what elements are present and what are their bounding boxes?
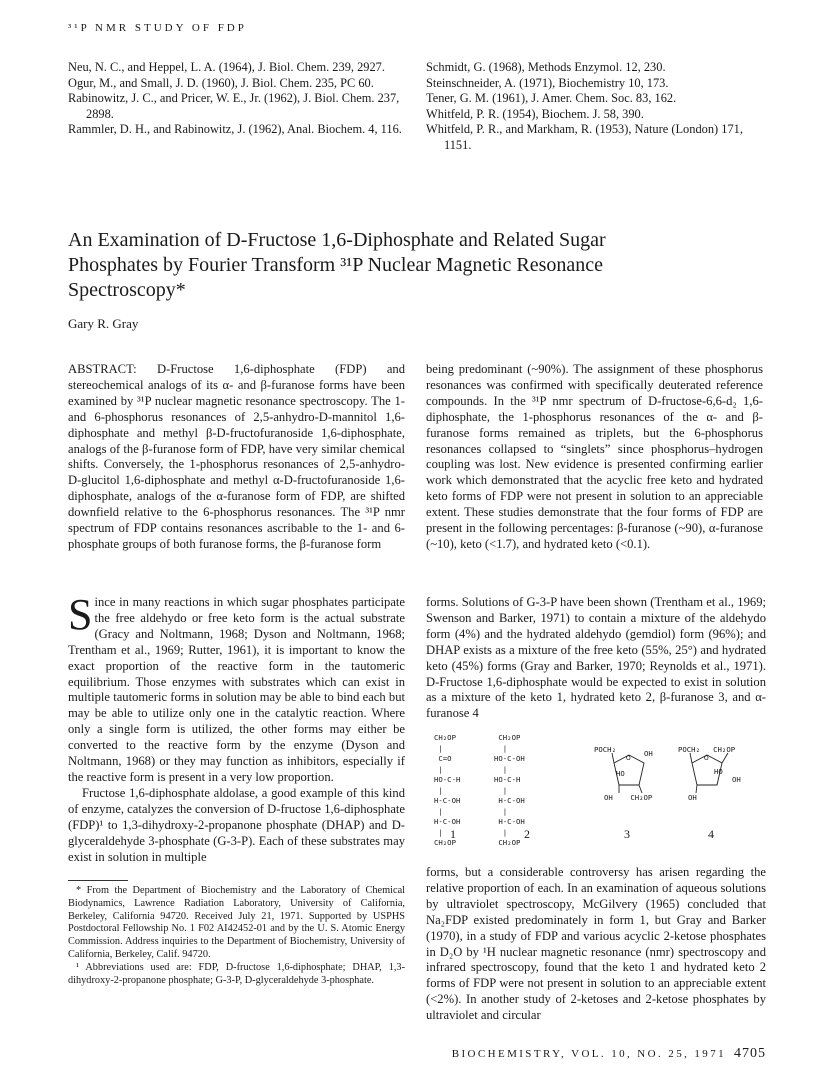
- abstract-right-column: being predominant (~90%). The assignment of these phosphorus resonances was confirmed with specifically deuterated reference compounds. In the ³¹P nmr spectrum of D-fructose-6,6-d₂ 1,6-diphosphate, the 1-phosphorus resonances of the α- and β-furanose forms remained as triplets, but the 6-phosphorus resonances collapsed to “singlets” since phosphorus–hydrogen coupling was lost. New evidence is presented confirming earlier work which demonstrated that the acyclic free keto and hydrated keto forms of FDP were not present in solution to an appreciable extent. These studies demonstrate that the four forms of FDP are present in the following percentages: β-furanose (~90), α-furanose (~10), keto (<1.7), and hydrated keto (<0.1).: [426, 362, 763, 551]
- abstract-text: D-Fructose 1,6-diphosphate (FDP) and stereochemical analogs of its α- and β-furanose forms have been examined by ³¹P nuclear magnetic resonance spectroscopy. The 1- and 6-phosphorus resonances of 2,5-anhydro-D-mannitol 1,6-diphosphate and methyl β-D-fructofuranoside 1,6-diphosphate, analogs of the β-furanose form of FDP, have very similar chemical shifts. Conversely, the 1-phosphorus resonances of 2,5-anhydro-D-glucitol 1,6-diphosphate and methyl α-D-fructofuranoside 1,6-diphosphate, analogs of the α-furanose form of FDP, are shifted downfield relative to the 6-phosphorus resonances. The ³¹P nmr spectrum of FDP contains resonances ascribable to the 1- and 6-phosphate groups of both furanose forms, the β-furanose form: [68, 362, 406, 551]
- intro-text: ince in many reactions in which sugar phosphates participate the free aldehydo or free keto form is the actual substrate (Gracy and Noltmann, 1968; Dyson and Noltmann, 1968; Trentham et al., 1969; Rutter, 1961), it is important to know the exact proportion of the reactive form in the tautomeric equilibrium. Those enzymes with substrates which can exist in multiple tautomeric forms in solution may be able to bind each but may be able to utilize only one in the catalytic reaction. Where only a single form is utilized, the other forms may either be converted to the reactive form by the enzyme (Dyson and Noltmann, 1968) or they may function as inhibitors, especially if the reactive form is present in a very low proportion.: [68, 595, 405, 784]
- references-right-column: [426, 60, 766, 154]
- footnote-affiliation: * From the Department of Biochemistry and the Laboratory of Chemical Biodynamics, Lawrence Radiation Laboratory, University of California, Berkeley, California 94720. Received July 21, 1971. Supported by USPHS Postdoctoral Fellowship No. 1 F02 AI42452-01 and by the U. S. Atomic Energy Commission. Address inquiries to the Department of Biochemistry, University of California, Berkeley, Calif. 94720.: [68, 885, 405, 960]
- svg-text:O: O: [704, 755, 709, 762]
- structure-4-ring: [684, 751, 734, 795]
- journal-footer: [426, 1046, 766, 1062]
- aldolase-paragraph: Fructose 1,6-diphosphate aldolase, a good example of this kind of enzyme, catalyzes the conversion of D-fructose 1,6-diphosphate (FDP)¹ to 1,3-dihydroxy-2-propanone phosphate (DHAP) and D-glyceraldehyde 3-phosphate (G-3-P). Each of these substrates may exist in solution in multiple: [68, 785, 405, 864]
- body-left-column: [68, 590, 405, 865]
- journal-line: BIOCHEMISTRY, VOL. 10, NO. 25, 1971: [451, 1048, 726, 1060]
- article-author: Gary R. Gray: [68, 316, 139, 331]
- reference-item: Ogur, M., and Small, J. D. (1960), J. Biol. Chem. 235, PC 60.: [68, 75, 374, 90]
- structure-1-keto: CH₂OP | C=O | HO-C-H | H-C-OH | H-C-OH | CH₂OP: [434, 733, 461, 847]
- structure-number: 4: [708, 827, 714, 841]
- footnote-abbreviations: ¹ Abbreviations used are: FDP, D-fructose 1,6-diphosphate; DHAP, 1,3-dihydroxy-2-propanone phosphate; G-3-P, D-glyceraldehyde 3-phosphate.: [68, 961, 405, 986]
- reference-item: Whitfeld, P. R. (1954), Biochem. J. 58, 390.: [426, 106, 644, 121]
- abstract-left-column: [68, 362, 405, 553]
- structures-figure: [426, 733, 766, 847]
- structure-4-label-bottom: OH: [688, 793, 697, 802]
- structure-3-ho: HO: [616, 769, 625, 778]
- references-left-column: [68, 60, 408, 138]
- drop-cap: S: [68, 590, 93, 639]
- reference-item: Neu, N. C., and Heppel, L. A. (1964), J. Biol. Chem. 239, 2927.: [68, 60, 385, 74]
- running-head: ³¹P NMR STUDY OF FDP: [68, 22, 247, 34]
- page-number: 4705: [734, 1046, 766, 1061]
- abstract-label: ABSTRACT:: [68, 362, 137, 376]
- structure-4-ho: HO: [714, 767, 723, 776]
- body-right-column-bottom: forms, but a considerable controversy has arisen regarding the relative proportion of each. In an examination of aqueous solutions by ultraviolet spectroscopy, McGilvery (1965) concluded that Na₂FDP existed predominately in form 1, but Gray and Barker (1970), in a study of FDP and various acyclic 2-ketose phosphates in D₂O by ¹H nuclear magnetic resonance (nmr) spectroscopy and infrared spectroscopy, found that the keto 1 and hydrated keto 2 forms of FDP were not present in solution to an appreciable extent (<2%). In another study of 2-ketoses and 2-ketose phosphates by ultraviolet and circular: [426, 865, 766, 1023]
- reference-item: Rammler, D. H., and Rabinowitz, J. (1962), Anal. Biochem. 4, 116.: [68, 122, 402, 137]
- intro-paragraph: [68, 590, 405, 786]
- reference-item: Steinschneider, A. (1971), Biochemistry 10, 173.: [426, 75, 669, 90]
- structure-3-ring: [606, 751, 652, 795]
- structure-4-oh: OH: [732, 775, 741, 784]
- article-title: An Examination of D-Fructose 1,6-Diphosphate and Related Sugar Phosphates by Fourier Transform ³¹P Nuclear Magnetic Resonance Spectroscopy*: [68, 229, 606, 301]
- structure-number: 1: [450, 827, 456, 841]
- structure-number: 2: [524, 827, 530, 841]
- structure-2-hydrated-keto: CH₂OP | HO-C-OH | HO-C-H | H-C-OH | H-C-OH | CH₂OP: [494, 733, 525, 847]
- reference-item: Whitfeld, P. R., and Markham, R. (1953), Nature (London) 171, 1151.: [426, 122, 743, 152]
- structure-3-label-bottom: OH CH₂OP: [604, 793, 653, 802]
- reference-item: Schmidt, G. (1968), Methods Enzymol. 12, 230.: [426, 60, 666, 74]
- structure-3-oh: OH: [644, 749, 653, 758]
- svg-text:O: O: [626, 755, 631, 762]
- structure-3-label-top: POCH₂: [594, 745, 616, 754]
- body-right-column-top: forms. Solutions of G-3-P have been shown (Trentham et al., 1969; Swenson and Barker, 1971) to contain a mixture of the aldehydo form (4%) and the hydrated aldehydo (gemdiol) form (96%); and DHAP exists as a mixture of the free keto (55%, 25°) and hydrated keto (45%) forms (Gray and Barker, 1970; Reynolds et al., 1971). D-Fructose 1,6-diphosphate would be expected to exist in solution as a mixture of the keto 1, hydrated keto 2, β-furanose 3, and α-furanose 4: [426, 595, 766, 721]
- footnote-rule: [68, 880, 128, 881]
- footnotes: [68, 885, 405, 987]
- structure-4-label-top: POCH₂ CH₂OP: [678, 745, 736, 754]
- reference-item: Rabinowitz, J. C., and Pricer, W. E., Jr. (1962), J. Biol. Chem. 237, 2898.: [68, 91, 400, 121]
- reference-item: Tener, G. M. (1961), J. Amer. Chem. Soc. 83, 162.: [426, 91, 677, 106]
- structure-number: 3: [624, 827, 630, 841]
